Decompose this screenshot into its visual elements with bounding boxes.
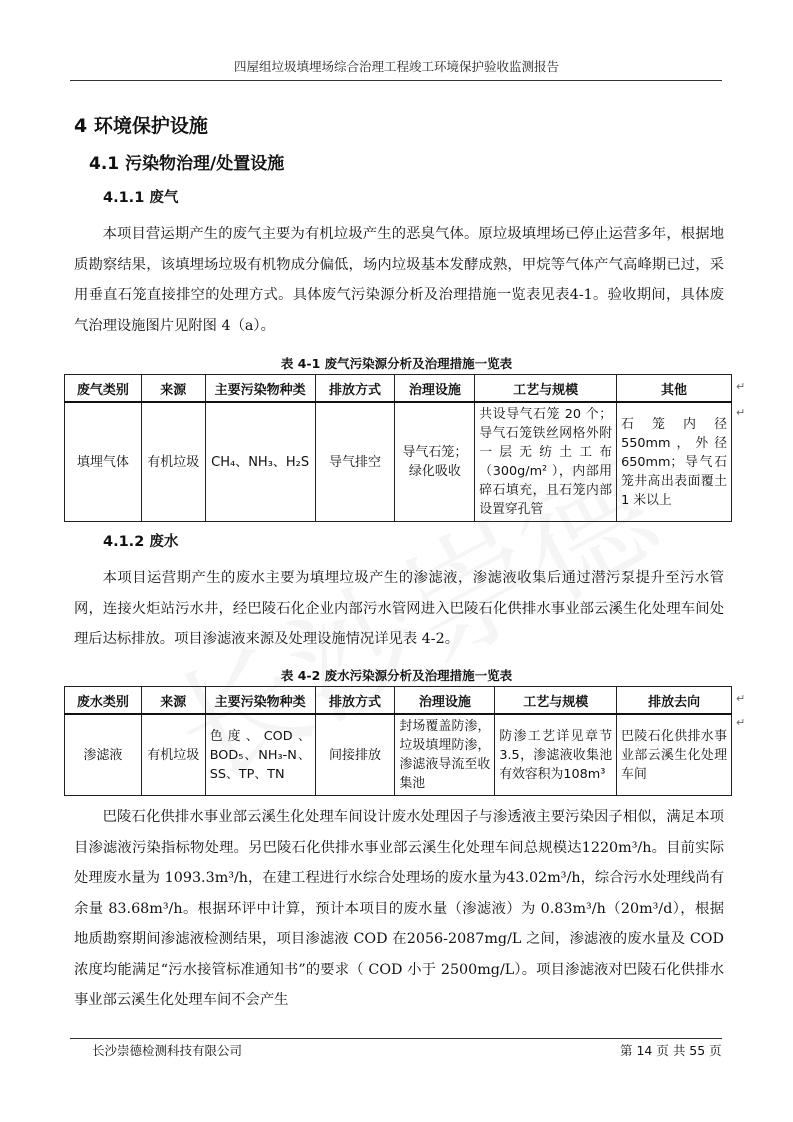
table-4-2-caption: 表 4-2 废水污染源分析及治理措施一览表: [280, 668, 513, 683]
cell-category: 填埋气体: [65, 402, 142, 522]
cell-process: 共设导气石笼 20 个；导气石笼铁丝网格外附一层无纺土工布（300g/m² ），内部用碎石填充，且石笼内部设置穿孔管: [475, 402, 617, 522]
cell-discharge: 间接排放: [315, 714, 395, 796]
section-heading-4-1-1: 4.1.1 废气: [103, 190, 179, 206]
header-cell: 排放方式: [315, 375, 395, 403]
table-row: [65, 402, 732, 522]
header-cell: 工艺与规模: [495, 687, 617, 715]
paragraph-mark-icon: ↵: [736, 716, 746, 729]
table-header-row: [65, 687, 732, 715]
cell-facility: 导气石笼；绿化吸收: [395, 402, 475, 522]
section-heading-4: 4 环境保护设施: [74, 115, 208, 137]
page-header-title: 四屋组垃圾填埋场综合治理工程竣工环境保护验收监测报告: [233, 59, 559, 74]
table-4-1-waste-gas: [64, 374, 732, 522]
paragraph-mark-icon: ↵: [736, 380, 746, 393]
paragraph-waste-gas: 本项目营运期产生的废气主要为有机垃圾产生的恶臭气体。原垃圾填埋场已停止运营多年，根据地质勘察结果，该填埋场垃圾有机物成分偏低，场内垃圾基本发酵成熟，甲烷等气体产气高峰期已过，采用垂直石笼直接排空的处理方式。具体废气污染源分析及治理措施一览表见表4-1。验收期间，具体废气治理设施图片见附图 4（a）。: [74, 226, 724, 334]
cell-category: 渗滤液: [65, 714, 142, 796]
header-cell: 治理设施: [395, 375, 475, 403]
header-cell: 工艺与规模: [475, 375, 617, 403]
header-cell: 其他: [617, 375, 732, 403]
header-cell: 排放去向: [617, 687, 732, 715]
section-heading-4-1-2: 4.1.2 废水: [103, 534, 179, 550]
header-rule: [70, 80, 722, 81]
cell-source: 有机垃圾: [141, 714, 205, 796]
header-cell: 来源: [141, 375, 205, 403]
footer-company: 长沙崇德检测科技有限公司: [92, 1043, 243, 1058]
cell-other: 石笼内径550mm，外径650mm；导气石笼井高出表面覆土 1 米以上: [617, 402, 732, 522]
header-cell: 排放方式: [315, 687, 395, 715]
cell-pollutants: CH₄、NH₃、H₂S: [205, 402, 315, 522]
header-cell: 废水类别: [65, 687, 142, 715]
paragraph-mark-icon: ↵: [736, 692, 746, 705]
cell-source: 有机垃圾: [141, 402, 205, 522]
paragraph-mark-icon: ↵: [736, 406, 746, 419]
header-cell: 治理设施: [395, 687, 495, 715]
header-cell: 主要污染物种类: [205, 375, 315, 403]
header-cell: 废气类别: [65, 375, 142, 403]
table-header-row: [65, 375, 732, 403]
cell-pollutants: 色度、COD、BOD₅、NH₃-N、SS、TP、TN: [205, 714, 315, 796]
table-4-2-waste-water: [64, 686, 732, 796]
section-heading-4-1: 4.1 污染物治理/处置设施: [89, 154, 285, 174]
table-row: [65, 714, 732, 796]
paragraph-waste-water: 本项目运营期产生的废水主要为填埋垃圾产生的渗滤液，渗滤液收集后通过潜污泵提升至污水管网，连接火炬站污水井，经巴陵石化企业内部污水管网进入巴陵石化供排水事业部云溪生化处理车间处理后达标排放。项目渗滤液来源及处理设施情况详见表 4-2。: [74, 570, 724, 647]
cell-facility: 封场覆盖防渗，垃圾填埋防渗，渗滤液导流至收集池: [395, 714, 495, 796]
header-cell: 主要污染物种类: [205, 687, 315, 715]
header-cell: 来源: [141, 687, 205, 715]
paragraph-treatment-capacity: 巴陵石化供排水事业部云溪生化处理车间设计废水处理因子与渗透液主要污染因子相似，满足本项目渗滤液污染指标物处理。另巴陵石化供排水事业部云溪生化处理车间总规模达1220m³/h。目前实际处理废水量为 1093.3m³/h，在建工程进行水综合处理场的废水量为43.02m³/h，综合污水处理线尚有余量 83.68m³/h。根据环评中计算，预计本项目的废水量（渗滤液）为 0.83m³/h（20m³/d），根据地质勘察期间渗滤液检测结果，项目渗滤液 COD 在2056-2087mg/L 之间，渗滤液的废水量及 COD浓度均能满足“污水接管标准通知书”的要求（ COD 小于 2500mg/L）。项目渗滤液对巴陵石化供排水事业部云溪生化处理车间不会产生: [74, 809, 724, 1008]
cell-discharge: 导气排空: [315, 402, 395, 522]
footer-rule: [70, 1038, 722, 1039]
cell-destination: 巴陵石化供排水事业部云溪生化处理车间: [617, 714, 732, 796]
footer-page-number: 第 14 页 共 55 页: [620, 1043, 722, 1058]
table-4-1-caption: 表 4-1 废气污染源分析及治理措施一览表: [280, 356, 513, 371]
cell-process: 防渗工艺详见章节 3.5，渗滤液收集池有效容积为108m³: [495, 714, 617, 796]
